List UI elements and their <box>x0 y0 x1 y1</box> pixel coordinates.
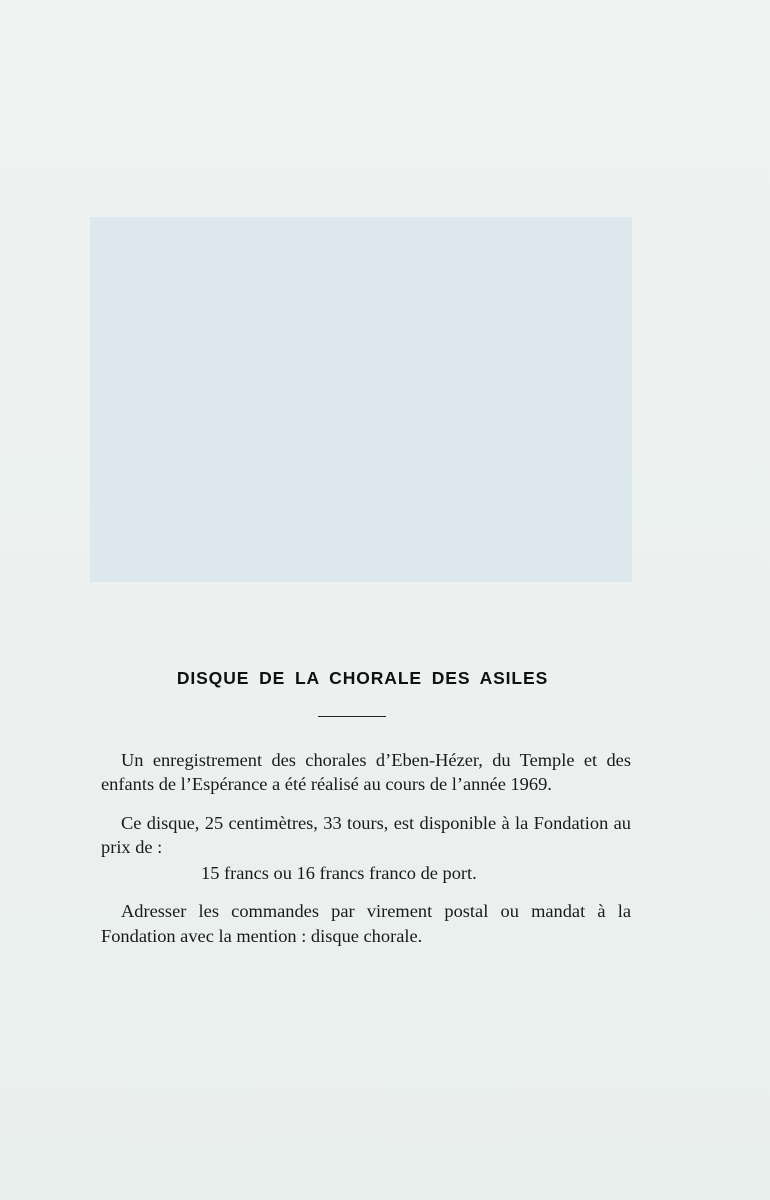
ordering-paragraph: Adresser les commandes par virement postal ou mandat à la Fondation avec la mention : disque chorale. <box>101 901 631 946</box>
price-line: 15 francs ou 16 francs franco de port. <box>201 863 477 884</box>
intro-paragraph: Un enregistrement des chorales d’Eben-Hézer, du Temple et des enfants de l’Espérance a été réalisé au cours de l’année 1969. <box>101 750 631 795</box>
body-text <box>101 748 631 956</box>
section-heading: DISQUE DE LA CHORALE DES ASILES <box>176 668 549 688</box>
availability-paragraph: Ce disque, 25 centimètres, 33 tours, est disponible à la Fondation au prix de : <box>101 812 631 857</box>
image-area <box>90 217 632 582</box>
heading-underline <box>318 716 386 717</box>
